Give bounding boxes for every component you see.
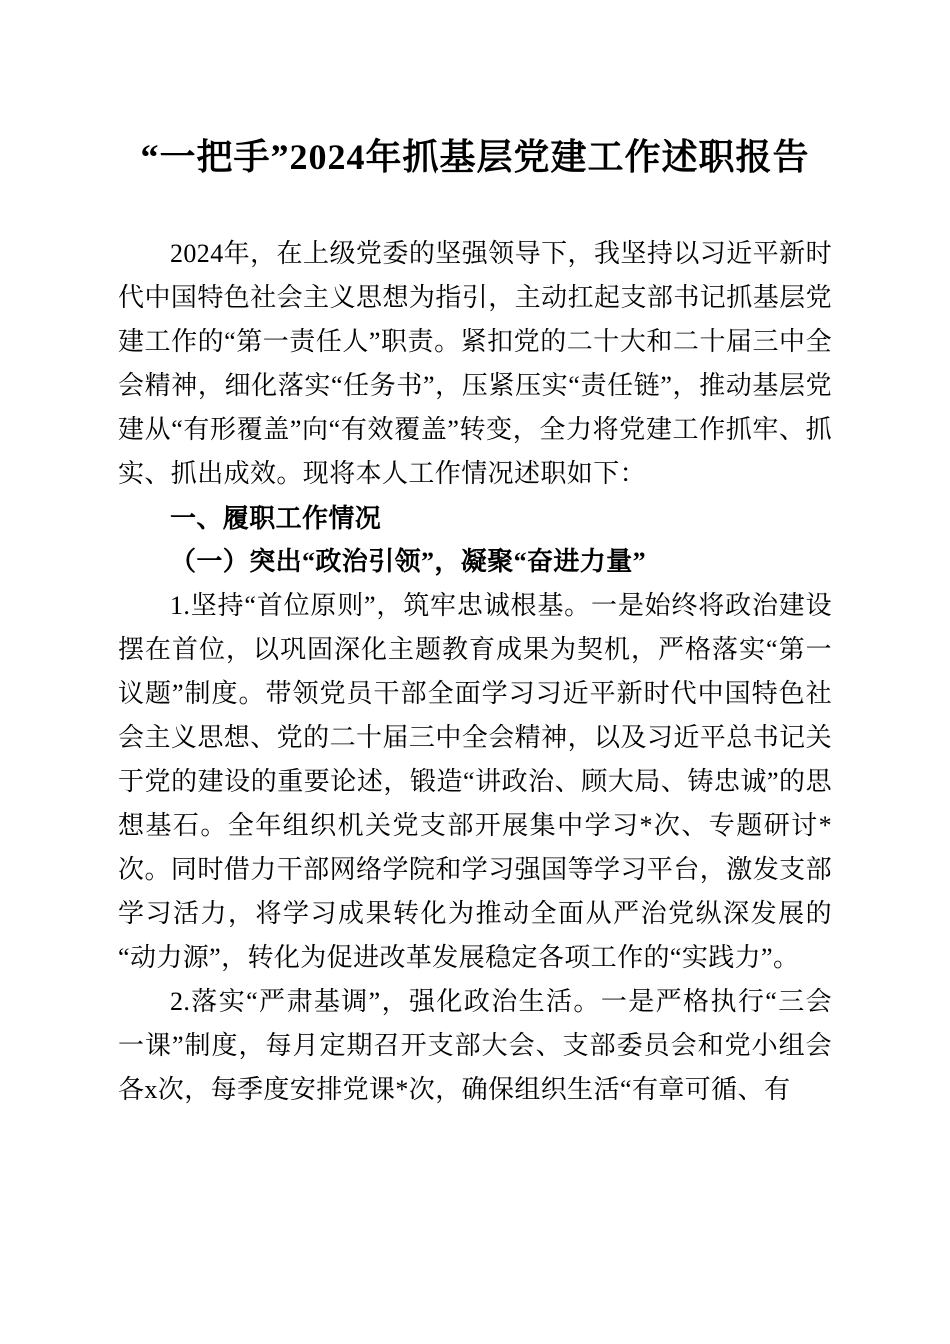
document-body bbox=[118, 232, 832, 1112]
paragraph: 2.落实“严肃基调”，强化政治生活。一是严格执行“三会一课”制度，每月定期召开支部大会、支部委员会和党小组会各x次，每季度安排党课*次，确保组织生活“有章可循、有 bbox=[118, 987, 832, 1104]
subsection-heading: （一）突出“政治引领”，凝聚“奋进力量” bbox=[170, 547, 647, 576]
paragraph: 2024年，在上级党委的坚强领导下，我坚持以习近平新时代中国特色社会主义思想为指引，主动扛起支部书记抓基层党建工作的“第一责任人”职责。紧扣党的二十大和二十届三中全会精神，细化落实“任务书”，压紧压实“责任链”，推动基层党建从“有形覆盖”向“有效覆盖”转变，全力将党建工作抓牢、抓实、抓出成效。现将本人工作情况述职如下： bbox=[118, 239, 832, 488]
paragraph: 1.坚持“首位原则”，筑牢忠诚根基。一是始终将政治建设摆在首位，以巩固深化主题教育成果为契机，严格落实“第一议题”制度。带领党员干部全面学习习近平新时代中国特色社会主义思想、党的二十届三中全会精神，以及习近平总书记关于党的建设的重要论述，锻造“讲政治、顾大局、铸忠诚”的思想基石。全年组织机关党支部开展集中学习*次、专题研讨*次。同时借力干部网络学院和学习强国等学习平台，激发支部学习活力，将学习成果转化为推动全面从严治党纵深发展的“动力源”，转化为促进改革发展稳定各项工作的“实践力”。 bbox=[118, 591, 832, 972]
document-title: “一把手”2024年抓基层党建工作述职报告 bbox=[140, 137, 810, 177]
section-heading: 一、履职工作情况 bbox=[170, 503, 382, 533]
